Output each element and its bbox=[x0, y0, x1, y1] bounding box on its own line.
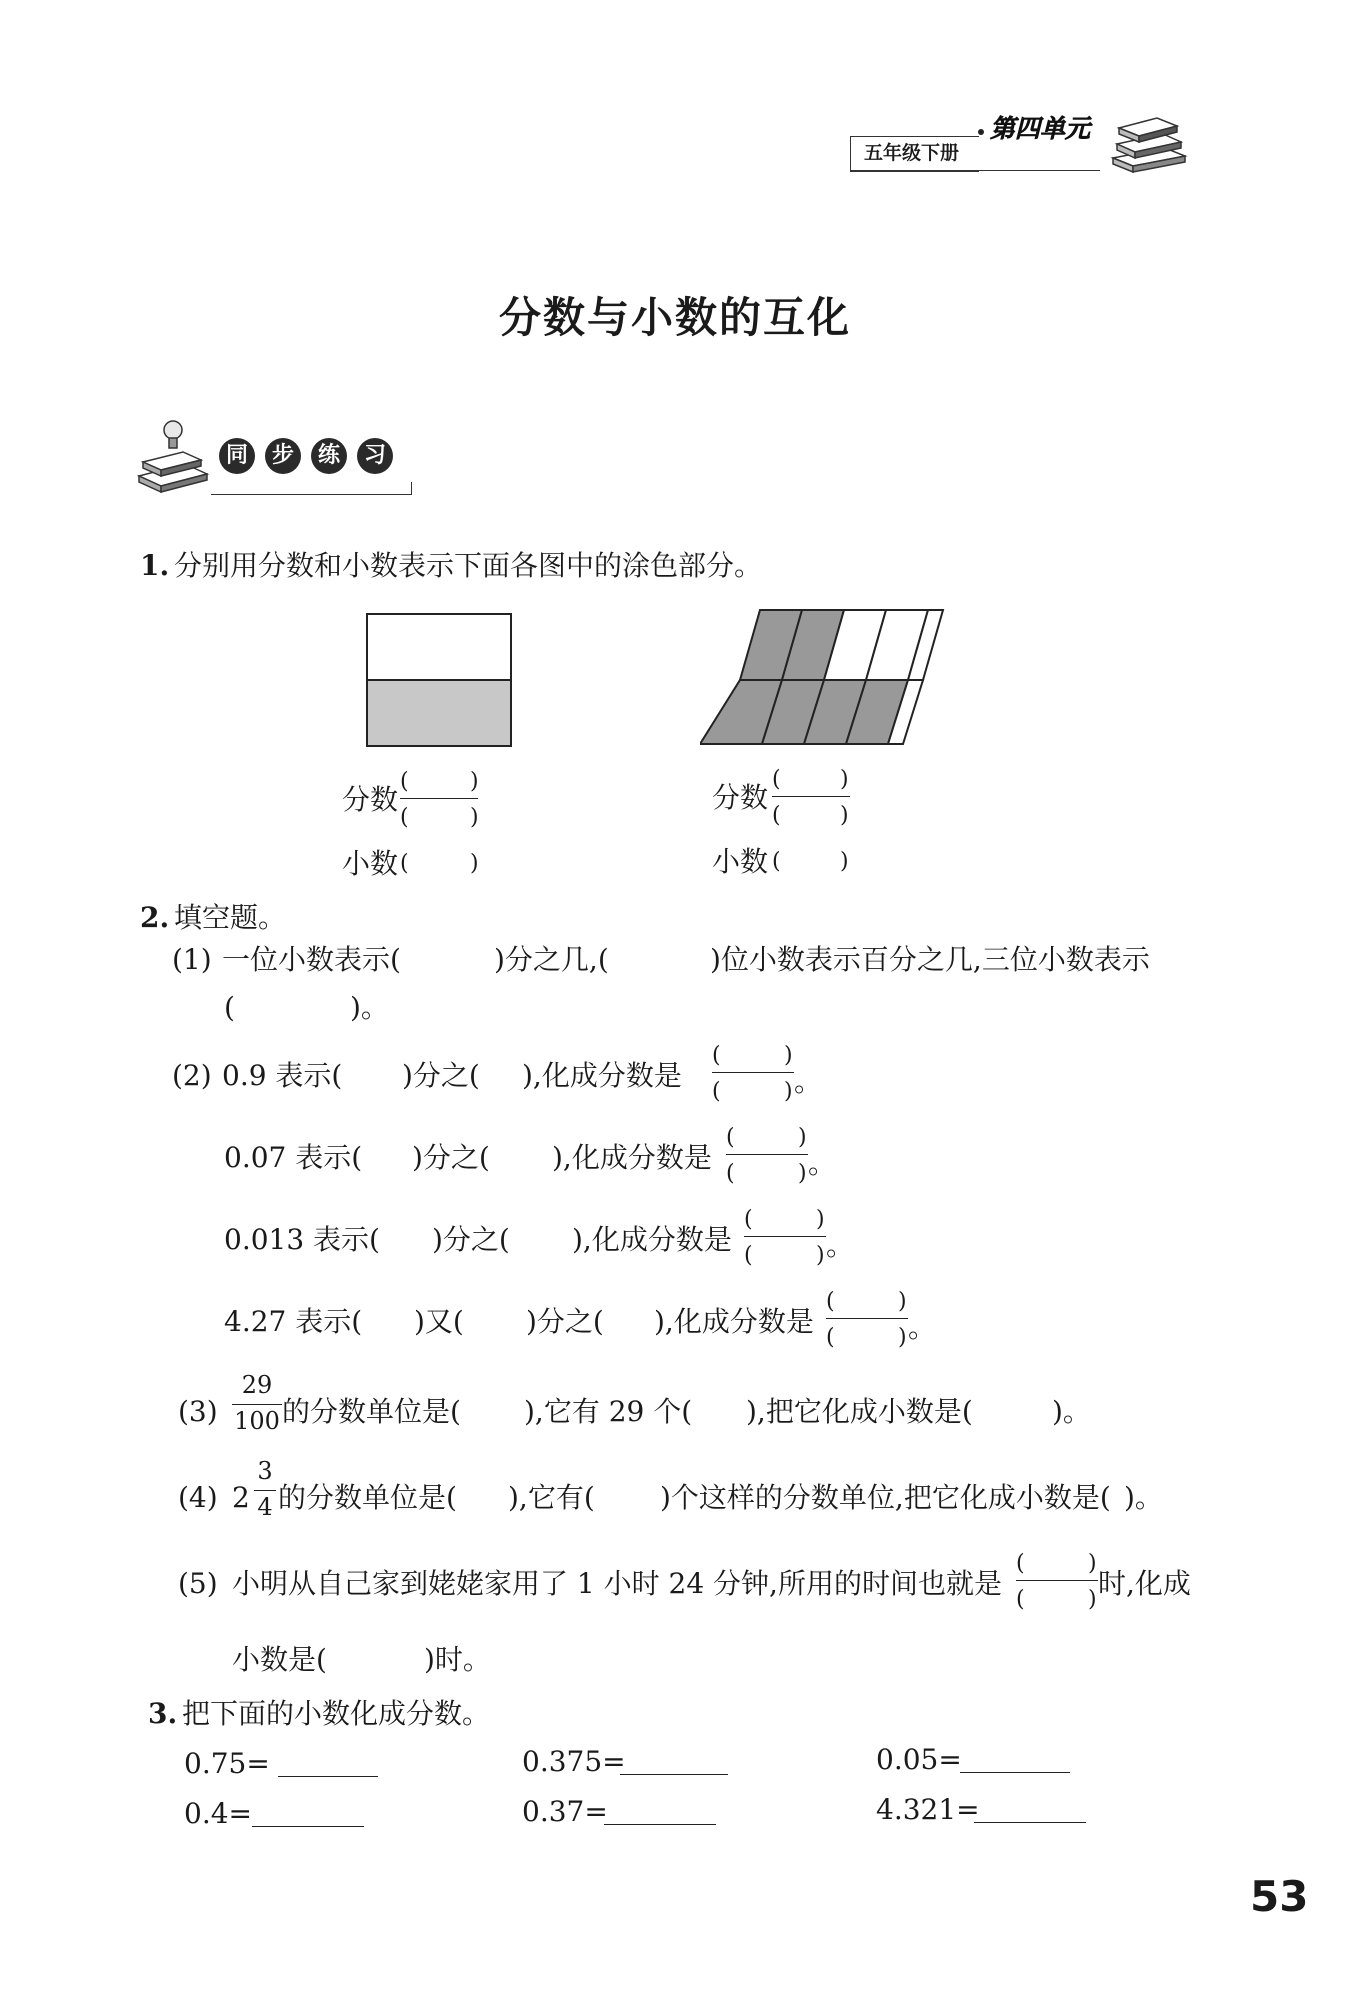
frac-num-close: ) bbox=[784, 1043, 793, 1068]
q2-p3-a: 的分数单位是( bbox=[282, 1395, 461, 1428]
q2-p2-line3-b: )分之( bbox=[432, 1223, 510, 1256]
badge-char: 同 bbox=[219, 438, 255, 474]
header-dot bbox=[978, 129, 984, 135]
q3-item: 0.375= bbox=[522, 1745, 626, 1778]
frac-den-open: ( bbox=[744, 1243, 753, 1268]
q1-right-num-close: ) bbox=[840, 767, 849, 792]
q2-p4-label: (4) bbox=[178, 1481, 218, 1514]
q2-p1-d: ( bbox=[224, 991, 235, 1024]
frac-num-close: ) bbox=[898, 1289, 907, 1314]
frac-den-open: ( bbox=[1016, 1587, 1025, 1612]
q3-text: 把下面的小数化成分数。 bbox=[182, 1697, 491, 1730]
q2-p4-a: 的分数单位是( bbox=[278, 1481, 457, 1514]
q2-p5-d: )时。 bbox=[424, 1643, 491, 1676]
lightbulb-books-icon bbox=[135, 418, 215, 498]
frac-num-open: ( bbox=[744, 1207, 753, 1232]
q2-text: 填空题。 bbox=[174, 901, 287, 934]
page-number: 53 bbox=[1250, 1872, 1309, 1921]
q1-number: 1. bbox=[140, 549, 170, 582]
q3-number: 3. bbox=[148, 1697, 178, 1730]
header-unit: 第四单元 bbox=[990, 114, 1091, 143]
q2-p2-line4-d: ),化成分数是 bbox=[654, 1305, 814, 1338]
q2-p2-line1-c: ),化成分数是 bbox=[522, 1059, 682, 1092]
q1-figure-parallelogram bbox=[700, 608, 950, 750]
q2-p3-label: (3) bbox=[178, 1395, 218, 1428]
q2-p4-whole: 2 bbox=[232, 1481, 250, 1514]
q2-p2-line1-b: )分之( bbox=[402, 1059, 480, 1092]
q3-answer-line bbox=[604, 1824, 716, 1825]
q1-left-den-open: ( bbox=[400, 805, 409, 830]
q1-right-decimal-label: 小数 bbox=[712, 845, 769, 878]
frac-num-close: ) bbox=[816, 1207, 825, 1232]
q2-p3-numerator: 29 bbox=[241, 1371, 273, 1399]
q2-p2-line4-a: 4.27 表示( bbox=[224, 1305, 363, 1338]
q1-left-decimal-label: 小数 bbox=[342, 847, 399, 880]
q3-answer-line bbox=[960, 1772, 1070, 1773]
q2-p2-line2-b: )分之( bbox=[412, 1141, 490, 1174]
q1-left-fraction-label: 分数 bbox=[342, 783, 399, 816]
rect-shaded-half bbox=[367, 680, 511, 746]
q2-p5-label: (5) bbox=[178, 1567, 218, 1600]
q2-p2-line3-c: ),化成分数是 bbox=[572, 1223, 732, 1256]
q2-p2-line2-fraction-bar bbox=[726, 1154, 808, 1155]
q2-p2-line3-a: 0.013 表示( bbox=[224, 1223, 380, 1256]
q1-left-decimal-close: ) bbox=[470, 851, 479, 876]
q2-p4-b: ),它有( bbox=[508, 1481, 595, 1514]
frac-num-open: ( bbox=[726, 1125, 735, 1150]
q1-left-num-open: ( bbox=[400, 769, 409, 794]
q3-item: 0.37= bbox=[522, 1795, 608, 1828]
frac-den-open: ( bbox=[712, 1079, 721, 1104]
q2-p3-fraction-bar bbox=[232, 1404, 282, 1405]
q2-number: 2. bbox=[140, 901, 170, 934]
q2-p5-fraction-bar bbox=[1016, 1580, 1098, 1581]
q2-p5-c: 小数是( bbox=[232, 1643, 327, 1676]
q2-p2-line4-c: )分之( bbox=[526, 1305, 604, 1338]
frac-den-open: ( bbox=[826, 1325, 835, 1350]
q3-item: 0.05= bbox=[876, 1743, 962, 1776]
q3-answer-line bbox=[252, 1826, 364, 1827]
q2-p5-a: 小明从自己家到姥姥家用了 1 小时 24 分钟,所用的时间也就是 bbox=[232, 1567, 1002, 1600]
q2-p3-b: ),它有 29 个( bbox=[524, 1395, 693, 1428]
q2-p1-c: )位小数表示百分之几,三位小数表示 bbox=[710, 943, 1150, 976]
badge-char: 练 bbox=[311, 438, 347, 474]
q2-p4-d: )。 bbox=[1124, 1481, 1163, 1514]
q2-p3-c: ),把它化成小数是( bbox=[746, 1395, 973, 1428]
q2-p1-label: (1) bbox=[172, 943, 212, 976]
frac-den-close: ) bbox=[1088, 1587, 1097, 1612]
q1-right-fraction-label: 分数 bbox=[712, 781, 769, 814]
q1-left-decimal-open: ( bbox=[400, 851, 409, 876]
q2-p3-denominator: 100 bbox=[234, 1407, 280, 1435]
badge-underline bbox=[211, 482, 412, 495]
frac-den-close: ) bbox=[898, 1325, 907, 1350]
q2-p1-a: 一位小数表示( bbox=[222, 943, 401, 976]
q2-p2-line3-fraction-bar bbox=[744, 1236, 826, 1237]
q3-item: 0.4= bbox=[184, 1797, 252, 1830]
frac-den-close: ) bbox=[784, 1079, 793, 1104]
q2-p2-line4-fraction-bar bbox=[826, 1318, 908, 1319]
q2-p2-line2-a: 0.07 表示( bbox=[224, 1141, 363, 1174]
badge-char: 习 bbox=[357, 438, 393, 474]
q3-answer-line bbox=[974, 1822, 1086, 1823]
header-badge bbox=[850, 108, 1190, 178]
q3-answer-line bbox=[620, 1774, 728, 1775]
q2-p4-fraction-bar bbox=[254, 1490, 276, 1491]
q1-left-den-close: ) bbox=[470, 805, 479, 830]
q1-right-den-open: ( bbox=[772, 803, 781, 828]
frac-den-close: ) bbox=[816, 1243, 825, 1268]
header-grade: 五年级下册 bbox=[864, 142, 960, 164]
q2-p4-numerator: 3 bbox=[257, 1457, 273, 1485]
frac-den-open: ( bbox=[726, 1161, 735, 1186]
q1-left-fraction-bar bbox=[400, 798, 478, 799]
books-stack-icon bbox=[1105, 108, 1190, 178]
page-title: 分数与小数的互化 bbox=[498, 293, 851, 342]
q2-p2-line1-a: 0.9 表示( bbox=[222, 1059, 343, 1092]
q2-p2-line1-fraction-bar bbox=[712, 1072, 794, 1073]
q2-p2-label: (2) bbox=[172, 1059, 212, 1092]
q2-p4-c: )个这样的分数单位,把它化成小数是( bbox=[660, 1481, 1111, 1514]
q1-right-decimal-close: ) bbox=[840, 849, 849, 874]
frac-den-close: ) bbox=[798, 1161, 807, 1186]
q2-p1-e: )。 bbox=[350, 991, 389, 1024]
q2-p4-denominator: 4 bbox=[257, 1493, 273, 1521]
q3-answer-line bbox=[278, 1776, 378, 1777]
q2-p3-d: )。 bbox=[1052, 1395, 1091, 1428]
frac-num-open: ( bbox=[712, 1043, 721, 1068]
q2-p5-b: 时,化成 bbox=[1098, 1567, 1191, 1600]
q3-item: 0.75= bbox=[184, 1747, 270, 1780]
q2-p2-line2-c: ),化成分数是 bbox=[552, 1141, 712, 1174]
q2-p2-line4-e: 。 bbox=[908, 1311, 937, 1344]
q1-figure-rectangle bbox=[365, 612, 515, 752]
q2-p2-line4-b: )又( bbox=[414, 1305, 464, 1338]
q2-p2-line3-d: 。 bbox=[826, 1229, 855, 1262]
header-grade-underline bbox=[850, 170, 1100, 171]
q2-p2-line2-d: 。 bbox=[808, 1147, 837, 1180]
q3-item: 4.321= bbox=[876, 1793, 980, 1826]
badge-char: 步 bbox=[265, 438, 301, 474]
q1-right-decimal-open: ( bbox=[772, 849, 781, 874]
frac-num-open: ( bbox=[1016, 1551, 1025, 1576]
q2-p2-line1-d: 。 bbox=[794, 1065, 823, 1098]
frac-num-open: ( bbox=[826, 1289, 835, 1314]
section-badge bbox=[135, 418, 420, 498]
q1-left-num-close: ) bbox=[470, 769, 479, 794]
q1-right-fraction-bar bbox=[772, 796, 850, 797]
q1-text: 分别用分数和小数表示下面各图中的涂色部分。 bbox=[174, 549, 763, 582]
q1-right-den-close: ) bbox=[840, 803, 849, 828]
q2-p1-b: )分之几,( bbox=[494, 943, 609, 976]
frac-num-close: ) bbox=[798, 1125, 807, 1150]
q1-right-num-open: ( bbox=[772, 767, 781, 792]
badge-chars bbox=[219, 438, 419, 478]
frac-num-close: ) bbox=[1088, 1551, 1097, 1576]
